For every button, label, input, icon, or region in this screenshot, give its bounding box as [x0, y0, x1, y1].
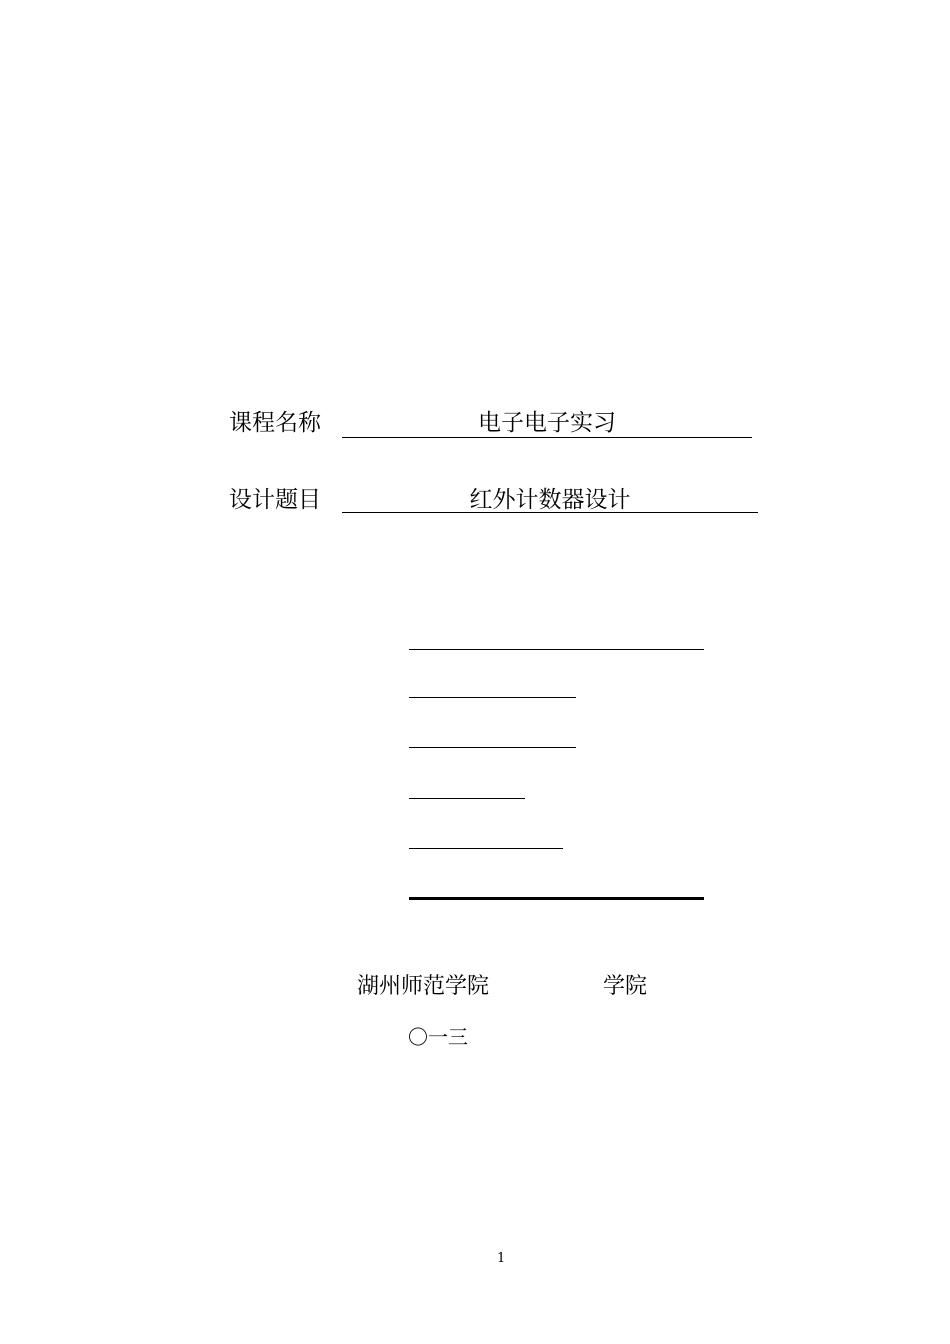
design-topic-underline: [342, 512, 758, 513]
info-underline-3: [409, 747, 576, 748]
college-prefix: 湖州师范学院: [357, 974, 490, 999]
info-underline-1: [409, 649, 704, 650]
page-number: 1: [497, 1251, 506, 1266]
design-topic-label: 设计题目: [229, 487, 321, 513]
design-topic-value: 红外计数器设计: [469, 487, 631, 513]
info-underline-2: [409, 697, 576, 698]
info-underline-4: [409, 798, 525, 799]
college-suffix: 学院: [603, 974, 648, 999]
course-name-value: 电子电子实习: [478, 410, 616, 436]
info-underline-6: [409, 897, 704, 900]
info-underline-5: [409, 848, 563, 849]
date-text: 〇一三: [408, 1025, 468, 1049]
course-name-underline: [342, 437, 752, 438]
course-name-label: 课程名称: [229, 410, 321, 436]
